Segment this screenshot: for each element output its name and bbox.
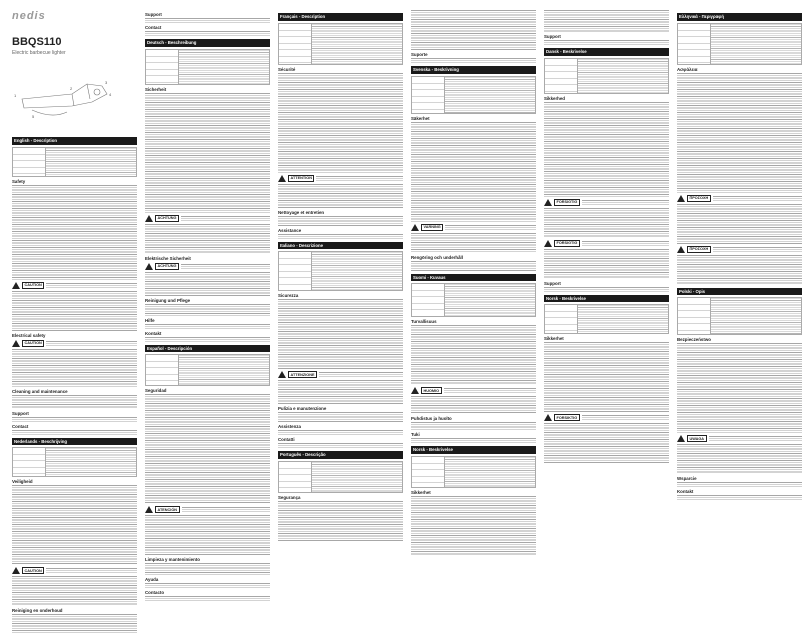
warning-label: ATTENTION [288, 175, 314, 182]
svg-text:3: 3 [105, 80, 108, 85]
heading-support: Support [544, 34, 561, 39]
heading-veiligheid: Veiligheid [12, 479, 33, 485]
heading-nettoyage: Nettoyage et entretien [278, 209, 325, 215]
heading-securite: Sécurité [278, 66, 296, 72]
parts-table [12, 147, 137, 177]
warning-label: ΠΡΟΣΟΧΗ [687, 195, 711, 202]
warning-triangle-icon [278, 371, 286, 378]
warning-block [145, 263, 270, 270]
text-block [278, 501, 403, 541]
section-danish: Dansk - Beskrivelse [544, 48, 669, 56]
product-illustration [12, 64, 122, 129]
svg-text:2: 2 [70, 86, 73, 91]
text-block [677, 343, 802, 433]
warning-triangle-icon [544, 414, 552, 421]
section-finnish: Suomi - Kuvaus [411, 274, 536, 282]
text-block [411, 233, 536, 253]
warning-block [145, 506, 270, 513]
text-block [145, 31, 270, 36]
heading-sikkerhed: Sikkerhed [544, 95, 565, 101]
heading-asfaleia: Ασφάλεια [677, 66, 698, 72]
text-block [145, 563, 270, 575]
warning-block [677, 246, 802, 253]
heading-assistance: Assistance [278, 227, 302, 233]
model-number: BBQS110 [12, 36, 62, 48]
warning-triangle-icon [12, 340, 20, 347]
text-block [145, 337, 270, 342]
section-german: Deutsch - Beschreibung [145, 39, 270, 47]
heading-sikkerhet: Sikkerhet [411, 489, 431, 495]
text-block [12, 576, 137, 606]
heading-hilfe: Hilfe [145, 317, 155, 323]
warning-label: ACHTUNG [155, 215, 179, 222]
warning-triangle-icon [677, 195, 685, 202]
heading-reiniging: Reiniging en onderhoud [12, 608, 63, 614]
text-block [544, 208, 669, 238]
text-block [145, 324, 270, 329]
text-block [12, 185, 137, 280]
text-block [278, 380, 403, 404]
text-block [278, 184, 403, 208]
heading-reinigung: Reinigung und Pflege [145, 297, 191, 303]
section-swedish: Svenska - Beskrivning [411, 66, 536, 74]
text-block [677, 495, 802, 500]
text-block [12, 417, 137, 422]
text-block [278, 73, 403, 173]
warning-block [12, 282, 137, 289]
heading-contact: Contact [12, 423, 29, 429]
heading-kontakt: Kontakt [145, 330, 162, 336]
parts-table [411, 456, 536, 488]
parts-table [278, 251, 403, 291]
parts-table [411, 283, 536, 317]
text-block [411, 422, 536, 430]
text-block [278, 443, 403, 448]
heading-contatti: Contatti [278, 437, 295, 443]
text-block [411, 438, 536, 443]
section-french: Français - Description [278, 13, 403, 21]
section-portuguese: Português - Descrição [278, 451, 403, 459]
warning-triangle-icon [145, 215, 153, 222]
warning-label: HUOMIO [421, 387, 442, 394]
text-block [544, 287, 669, 292]
section-norwegian-2: Norsk - Beskrivelse [544, 295, 669, 303]
warning-label: FORSIKTIG [554, 414, 580, 421]
heading-wsparcie: Wsparcie [677, 476, 697, 482]
column-1 [12, 10, 137, 614]
warning-triangle-icon [677, 435, 685, 442]
warning-triangle-icon [278, 175, 286, 182]
heading-safety: Safety [12, 178, 26, 184]
text-block [544, 10, 669, 32]
text-block [411, 496, 536, 556]
parts-table [145, 354, 270, 386]
column-5 [544, 10, 669, 560]
warning-block [12, 567, 137, 574]
warning-label: FORSIGTIG [554, 240, 580, 247]
warning-label: FORSIGTIG [554, 199, 580, 206]
heading-assistenza: Assistenza [278, 424, 301, 430]
warning-triangle-icon [411, 224, 419, 231]
text-block [145, 394, 270, 504]
text-block [12, 291, 137, 331]
product-subtitle: Electric barbecue lighter [12, 50, 66, 56]
column-4 [411, 10, 536, 560]
warning-label: ACHTUNG [155, 263, 179, 270]
text-block [544, 342, 669, 412]
heading-ayuda: Ayuda [145, 577, 159, 583]
warning-block [411, 387, 536, 394]
parts-table [278, 23, 403, 65]
text-block [145, 304, 270, 316]
warning-block [278, 175, 403, 182]
heading-limpieza: Limpieza y mantenimiento [145, 557, 200, 563]
text-block [411, 122, 536, 222]
text-block [544, 249, 669, 279]
warning-block [411, 224, 536, 231]
section-english: English - Description [12, 137, 137, 145]
warning-block [145, 215, 270, 222]
text-block [278, 412, 403, 422]
text-block [145, 18, 270, 23]
text-block [677, 204, 802, 244]
text-block [677, 73, 802, 193]
section-spanish: Español - Descripción [145, 345, 270, 353]
heading-sakerhet: Säkerhet [411, 115, 430, 121]
column-2 [145, 10, 270, 596]
heading-sicherheit: Sicherheit [145, 86, 167, 92]
heading-bezpieczenstwo: Bezpieczeństwo [677, 337, 711, 343]
heading-kontakt-pl: Kontakt [677, 489, 694, 495]
parts-table [12, 447, 137, 477]
warning-block [278, 371, 403, 378]
brand-logo: nedis [12, 10, 46, 22]
warning-block [544, 414, 669, 421]
heading-pulizia: Pulizia e manutenzione [278, 406, 327, 412]
text-block [145, 583, 270, 588]
section-polish: Polski - Opis [677, 288, 802, 296]
warning-label: VARNING [421, 224, 443, 231]
text-block [544, 102, 669, 197]
parts-table [278, 461, 403, 493]
warning-label: CAUTION [22, 567, 44, 574]
warning-triangle-icon [544, 199, 552, 206]
parts-table [677, 23, 802, 65]
heading-sikkerhet: Sikkerhet [544, 336, 564, 342]
warning-triangle-icon [411, 387, 419, 394]
warning-triangle-icon [544, 240, 552, 247]
text-block [12, 395, 137, 409]
text-block [677, 482, 802, 487]
text-block [12, 614, 137, 634]
heading-contact: Contact [145, 25, 162, 30]
warning-block [677, 195, 802, 202]
warning-label: CAUTION [22, 340, 44, 347]
warning-label: UWAGA [687, 435, 707, 442]
heading-contacto: Contacto [145, 590, 165, 596]
text-block [411, 396, 536, 414]
text-block [278, 299, 403, 369]
text-block [677, 255, 802, 285]
parts-table [677, 297, 802, 335]
parts-table [411, 76, 536, 114]
warning-block [544, 240, 669, 247]
heading-support: Support [12, 410, 29, 416]
text-block [278, 216, 403, 226]
section-italian: Italiano - Descrizione [278, 242, 403, 250]
warning-block [544, 199, 669, 206]
warning-triangle-icon [12, 567, 20, 574]
text-block [411, 58, 536, 63]
warning-triangle-icon [145, 506, 153, 513]
warning-triangle-icon [12, 282, 20, 289]
warning-block [677, 435, 802, 442]
text-block [278, 234, 403, 239]
text-block [544, 423, 669, 463]
heading-turvallisuus: Turvallisuus [411, 319, 437, 325]
heading-cleaning: Cleaning and maintenance [12, 388, 68, 394]
text-block [145, 272, 270, 296]
section-greek: Ελληνικά - Περιγραφή [677, 13, 802, 21]
text-block [12, 485, 137, 565]
parts-table [145, 49, 270, 85]
text-block [544, 40, 669, 45]
heading-elektrische-sicherheit: Elektrische Sicherheit [145, 255, 191, 261]
warning-triangle-icon [145, 263, 153, 270]
warning-triangle-icon [677, 246, 685, 253]
text-block [12, 430, 137, 435]
heading-sicurezza: Sicurezza [278, 293, 299, 299]
heading-puhdistus: Puhdistus ja huolto [411, 416, 452, 422]
heading-seguranca: Segurança [278, 494, 301, 500]
text-block [411, 10, 536, 50]
warning-label: ATTENZIONE [288, 371, 317, 378]
svg-text:1: 1 [14, 93, 17, 98]
text-block [677, 444, 802, 474]
warning-label: CAUTION [22, 282, 44, 289]
parts-table [544, 304, 669, 334]
warning-label: ATENCIÓN [155, 506, 180, 513]
text-block [278, 430, 403, 435]
heading-rengoring: Rengöring och underhåll [411, 254, 463, 260]
parts-table [544, 58, 669, 94]
heading-suporte: Suporte [411, 52, 428, 57]
text-block [411, 325, 536, 385]
svg-text:5: 5 [32, 114, 35, 119]
column-3 [278, 10, 403, 560]
text-block [145, 596, 270, 601]
heading-support: Support [544, 280, 561, 286]
section-dutch: Nederlands - Beschrijving [12, 438, 137, 446]
heading-tuki: Tuki [411, 432, 420, 438]
text-block [145, 224, 270, 254]
text-block [145, 93, 270, 213]
heading-support: Support [145, 12, 162, 17]
text-block [12, 349, 137, 387]
text-block [145, 515, 270, 555]
svg-text:4: 4 [109, 92, 112, 97]
warning-block [12, 340, 137, 347]
column-6 [677, 10, 802, 560]
section-norwegian: Norsk - Beskrivelse [411, 446, 536, 454]
text-block [411, 261, 536, 271]
heading-electrical-safety: Electrical safety [12, 332, 46, 338]
heading-seguridad: Seguridad [145, 388, 167, 394]
warning-label: ΠΡΟΣΟΧΗ [687, 246, 711, 253]
